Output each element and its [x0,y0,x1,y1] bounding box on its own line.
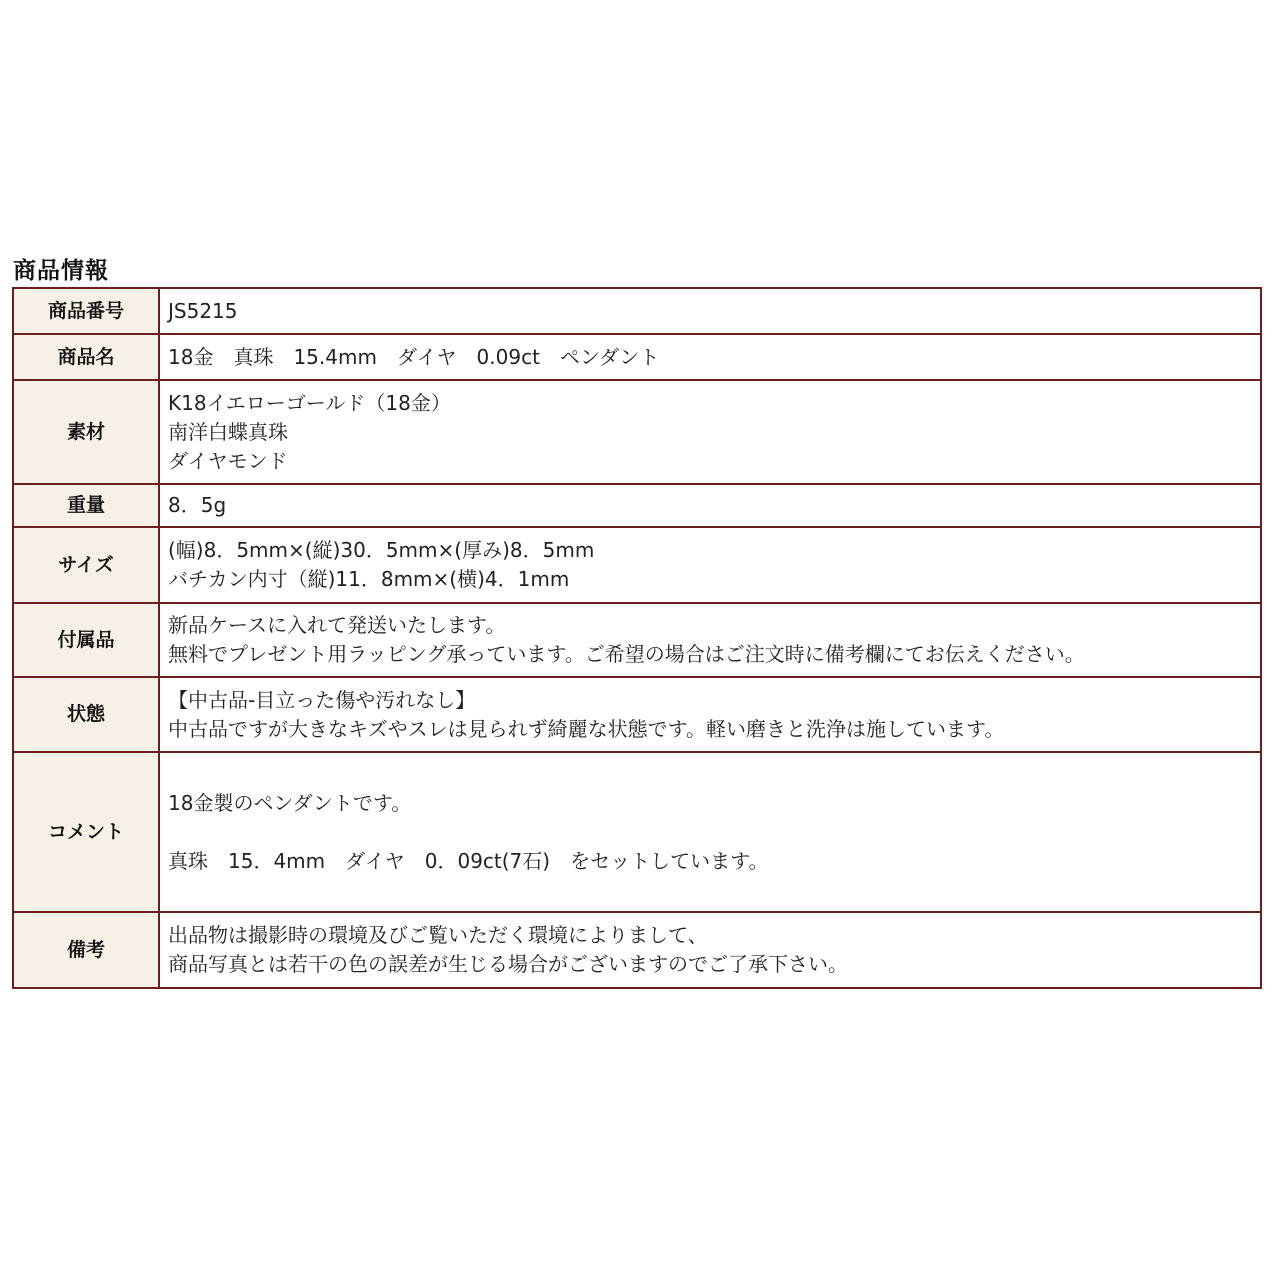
label-remarks: 備考 [13,912,159,988]
comment-line: 真珠 15．4mm ダイヤ 0．09ct(7石) をセットしています。 [168,848,769,873]
value-size [159,527,1261,603]
row-weight [13,484,1261,527]
material-line: 南洋白蝶真珠 [168,419,288,444]
value-product-number [159,288,1261,334]
label-weight: 重量 [13,484,159,527]
size-line: バチカン内寸（縦)11．8mm×(横)4．1mm [168,567,570,591]
product-name-text: 18金 真珠 15.4mm ダイヤ 0.09ct ペンダント [168,344,660,369]
weight-text: 8．5g [168,493,227,517]
product-info-table [12,287,1262,989]
label-accessories: 付属品 [13,603,159,677]
label-size: サイズ [13,527,159,603]
label-product-number: 商品番号 [13,288,159,334]
value-material [159,380,1261,484]
remarks-line: 商品写真とは若干の色の誤差が生じる場合がございますのでご了承下さい。 [168,952,848,976]
row-condition [13,677,1261,752]
comment-blank-line [168,818,1252,847]
condition-line: 【中古品-目立った傷や汚れなし】 [168,687,476,712]
label-product-name: 商品名 [13,334,159,380]
row-material [13,380,1261,484]
row-product-number [13,288,1261,334]
label-condition: 状態 [13,677,159,752]
value-accessories [159,603,1261,677]
section-title: 商品情報 [13,258,109,284]
material-line: K18イエローゴールド（18金） [168,390,451,415]
condition-line: 中古品ですが大きなキズやスレは見られず綺麗な状態です。軽い磨きと洗浄は施しています。 [168,716,1005,741]
value-comment [159,752,1261,912]
remarks-line: 出品物は撮影時の環境及びご覧いただく環境によりまして、 [168,923,708,947]
row-accessories [13,603,1261,677]
row-remarks [13,912,1261,988]
value-condition [159,677,1261,752]
row-comment [13,752,1261,912]
value-weight [159,484,1261,527]
label-material: 素材 [13,380,159,484]
product-number-text: JS5215 [168,298,238,323]
label-comment: コメント [13,752,159,912]
accessories-line: 無料でプレゼント用ラッピング承っています。ご希望の場合はご注文時に備考欄にてお伝えください。 [168,642,1085,666]
accessories-line: 新品ケースに入れて発送いたします。 [168,613,506,637]
value-remarks [159,912,1261,988]
comment-line: 18金製のペンダントです。 [168,790,412,815]
size-line: (幅)8．5mm×(縦)30．5mm×(厚み)8．5mm [168,538,595,562]
row-size [13,527,1261,603]
material-line: ダイヤモンド [168,448,288,473]
value-product-name [159,334,1261,380]
row-product-name [13,334,1261,380]
